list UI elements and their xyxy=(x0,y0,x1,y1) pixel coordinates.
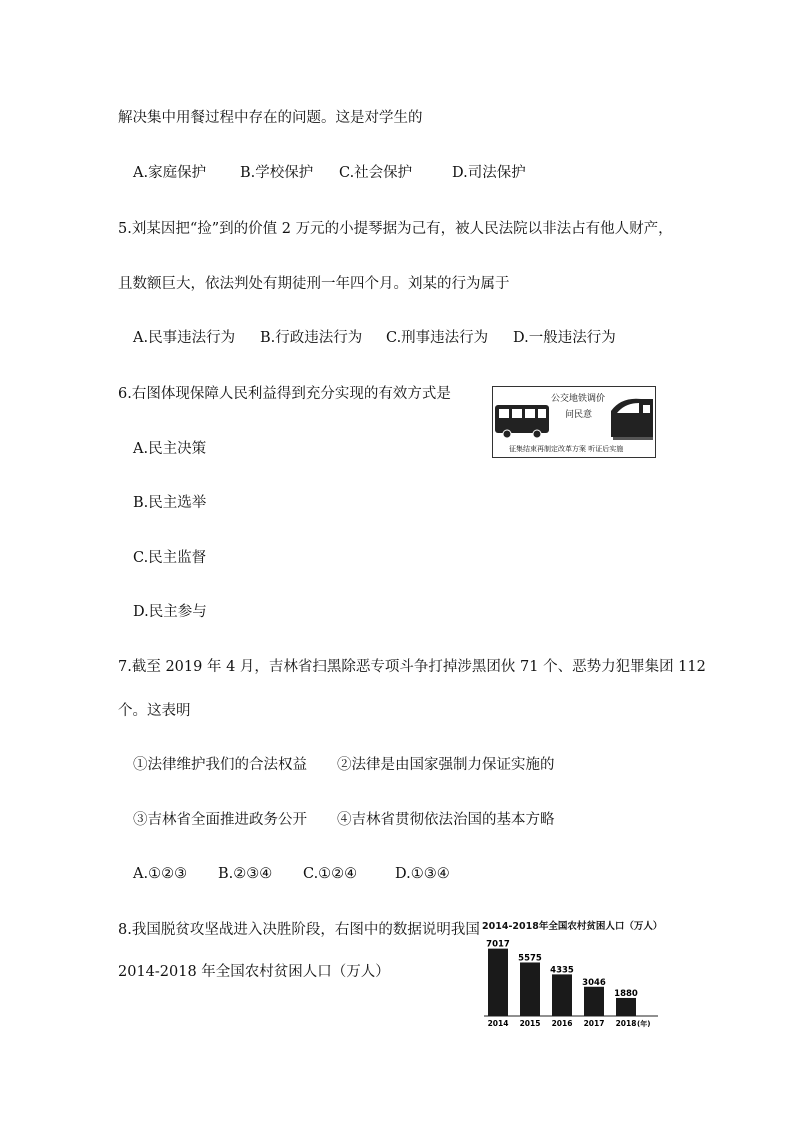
data-label-2017: 3046 xyxy=(582,977,606,988)
tick-label-2016: 2016 xyxy=(551,1019,573,1028)
tick-label-2018: 2018 xyxy=(615,1019,637,1028)
q7-statement-3: ③吉林省全面推进政务公开 xyxy=(133,812,307,828)
q5-option-b: B.行政违法行为 xyxy=(260,330,363,346)
q7-statement-4: ④吉林省贯彻依法治国的基本方略 xyxy=(337,812,555,828)
data-label-2016: 4335 xyxy=(550,965,574,976)
bar-2015 xyxy=(520,962,540,1016)
data-label-2014: 7017 xyxy=(486,939,510,950)
q5-option-c: C.刑事违法行为 xyxy=(386,330,489,346)
q7-option-c: C.①②④ xyxy=(303,866,358,882)
q7-stem-line2: 个。这表明 xyxy=(118,703,191,719)
tick-label-2017: 2017 xyxy=(583,1019,605,1028)
bar-2016 xyxy=(552,974,572,1016)
illustration-title: 公交地铁调价 xyxy=(551,394,606,404)
chart-title: 2014-2018年全国农村贫困人口（万人） xyxy=(482,921,663,932)
q5-option-a: A.民事违法行为 xyxy=(133,330,236,346)
bar-2018 xyxy=(616,998,636,1016)
bar-2014 xyxy=(488,949,508,1016)
q4-option-d: D.司法保护 xyxy=(452,165,526,181)
q4-option-a: A.家庭保护 xyxy=(133,165,207,181)
q7-option-d: D.①③④ xyxy=(395,866,450,882)
poverty-population-chart xyxy=(482,918,662,1030)
bar-2017 xyxy=(584,987,604,1016)
q7-statement-1: ①法律维护我们的合法权益 xyxy=(133,757,307,773)
q5-option-d: D.一般违法行为 xyxy=(513,330,616,346)
q6-option-c: C.民主监督 xyxy=(133,550,207,566)
data-label-2015: 5575 xyxy=(518,953,542,964)
q4-stem: 解决集中用餐过程中存在的问题。这是对学生的 xyxy=(118,110,423,126)
data-label-2018: 1880 xyxy=(614,988,638,999)
q7-option-a: A.①②③ xyxy=(133,866,188,882)
tick-label-2015: 2015 xyxy=(519,1019,541,1028)
train-icon xyxy=(611,399,653,440)
q7-stem-line1: 7.截至 2019 年 4 月，吉林省扫黑除恶专项斗争打掉涉黑团伙 71 个、恶势力犯罪集团 112 xyxy=(118,659,706,675)
illustration-caption: 征集结束再制定改革方案 听证后实施 xyxy=(509,445,624,453)
q7-statement-2: ②法律是由国家强制力保证实施的 xyxy=(337,757,555,773)
q7-option-b: B.②③④ xyxy=(218,866,273,882)
x-axis-unit: (年) xyxy=(637,1020,651,1028)
bus-icon xyxy=(495,405,549,438)
tick-label-2014: 2014 xyxy=(487,1019,509,1028)
q5-stem-line1: 5.刘某因把“捡”到的价值 2 万元的小提琴据为己有，被人民法院以非法占有他人财产， xyxy=(118,221,673,237)
q4-option-b: B.学校保护 xyxy=(240,165,314,181)
q5-stem-line2: 且数额巨大，依法判处有期徒刑一年四个月。刘某的行为属于 xyxy=(118,276,510,292)
illustration-subtitle: 问民意 xyxy=(565,410,593,420)
q8-stem-line1: 8.我国脱贫攻坚战进入决胜阶段，右图中的数据说明我国 xyxy=(118,922,480,938)
q8-stem-line2: 2014-2018 年全国农村贫困人口（万人） xyxy=(118,964,390,980)
q6-option-d: D.民主参与 xyxy=(133,604,207,620)
chart-plot xyxy=(482,932,662,1030)
q6-option-b: B.民主选举 xyxy=(133,495,207,511)
q4-option-c: C.社会保护 xyxy=(339,165,413,181)
q6-stem: 6.右图体现保障人民利益得到充分实现的有效方式是 xyxy=(118,386,451,402)
transit-price-illustration xyxy=(492,386,656,458)
q6-option-a: A.民主决策 xyxy=(133,441,207,457)
